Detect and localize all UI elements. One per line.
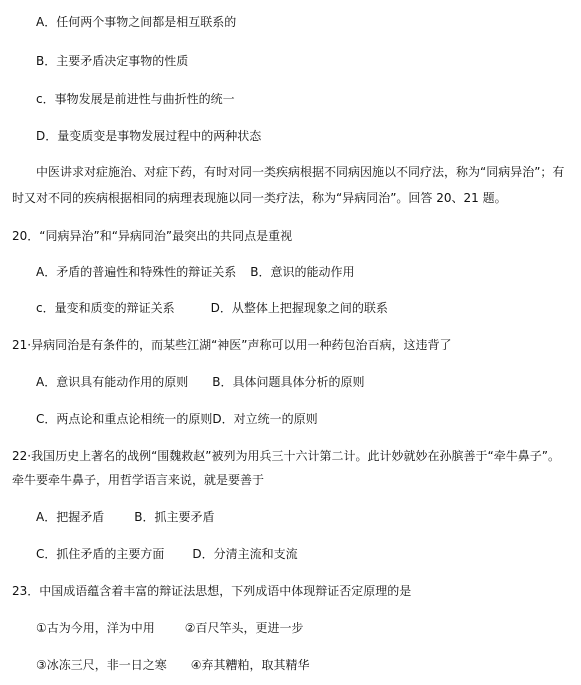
q21-options-row1 <box>36 373 364 391</box>
q21-options-row2 <box>36 410 318 428</box>
q20-options-row2 <box>36 299 388 317</box>
q23-options-row2 <box>36 656 310 674</box>
q20-option-a: A．矛盾的普遍性和特殊性的辩证关系 <box>36 265 237 279</box>
q21-option-c: C．两点论和重点论相统一的原则 <box>36 412 213 426</box>
q21-option-a: A．意识具有能动作用的原则 <box>36 375 189 389</box>
q19-option-b: B．主要矛盾决定事物的性质 <box>36 54 189 68</box>
q22-option-d: D．分清主流和支流 <box>192 547 298 561</box>
passage-text: 中医讲求对症施治、对症下药，有时对同一类疾病根据不同病因施以不同疗法，称为“同病异治”；有时又对不同的疾病根据相同的病理表现施以同一类疗法，称为“异病同治”。回答 20、21 题。 <box>12 165 565 205</box>
q22-option-b: B．抓主要矛盾 <box>134 510 215 524</box>
q22-option-a: A．把握矛盾 <box>36 510 105 524</box>
q20-stem: 20．“同病异治”和“异病同治”最突出的共同点是重视 <box>12 229 293 243</box>
q23-option-4: ④弃其糟粕，取其精华 <box>190 658 310 672</box>
q19-option-c: c．事物发展是前进性与曲折性的统一 <box>36 92 235 106</box>
q21-option-d: D．对立统一的原则 <box>212 412 318 426</box>
q20-option-b: B．意识的能动作用 <box>250 265 355 279</box>
q19-option-a: A．任何两个事物之间都是相互联系的 <box>36 15 237 29</box>
q21-stem: 21·异病同治是有条件的，而某些江湖“神医”声称可以用一种药包治百病，这违背了 <box>12 338 452 352</box>
q19-option-d: D．量变质变是事物发展过程中的两种状态 <box>36 129 262 143</box>
q20-options-row1 <box>36 263 354 281</box>
q23-option-1: ①古为今用，洋为中用 <box>36 621 155 635</box>
q23-options-row1 <box>36 619 304 637</box>
q22-options-row2 <box>36 545 298 563</box>
q20-option-d: D．从整体上把握现象之间的联系 <box>210 301 388 315</box>
q23-option-3: ③冰冻三尺，非一日之寒 <box>36 658 167 672</box>
q22-option-c: C．抓住矛盾的主要方面 <box>36 547 165 561</box>
q22-stem-line1: 22·我国历史上著名的战例“围魏救赵”被列为用兵三十六计第二计。此计妙就妙在孙膑善于“牵牛鼻子”。 <box>12 449 560 463</box>
q21-option-b: B．具体问题具体分析的原则 <box>212 375 365 389</box>
q22-stem-line2: 牵牛要牵牛鼻子，用哲学语言来说，就是要善于 <box>12 473 265 487</box>
q22-options-row1 <box>36 508 214 526</box>
q23-option-2: ②百尺竿头，更进一步 <box>184 621 304 635</box>
q20-option-c: c．量变和质变的辩证关系 <box>36 301 175 315</box>
q23-stem: 23．中国成语蕴含着丰富的辩证法思想，下列成语中体现辩证否定原理的是 <box>12 584 412 598</box>
